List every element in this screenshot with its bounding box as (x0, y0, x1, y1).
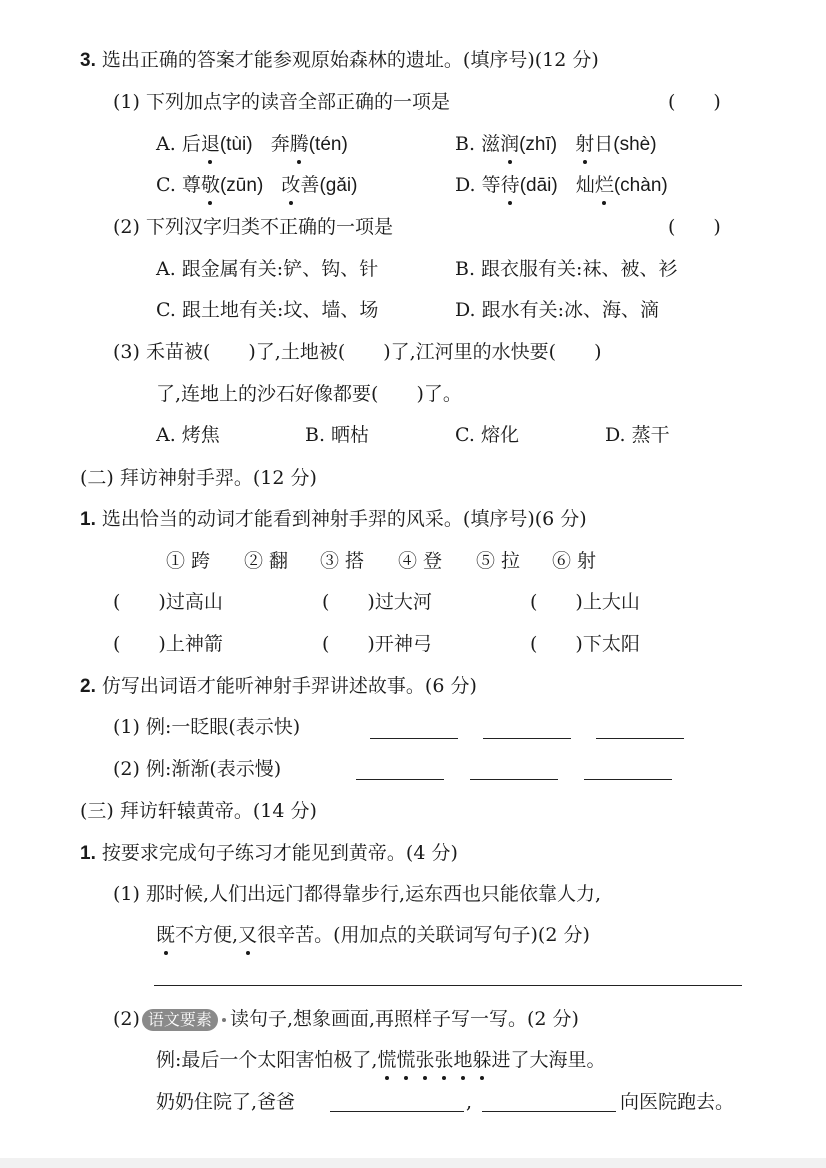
s3-p2-stem (113, 1006, 579, 1032)
dotted-char: 润 (500, 133, 520, 155)
q3-p1-option-a (156, 131, 348, 158)
badge-dot-icon (222, 1018, 226, 1022)
s2-q1-title (80, 506, 587, 533)
s3-p1-line1: (1) 那时候,人们出远门都得靠步行,运东西也只能依靠人力, (113, 883, 602, 905)
s2-q2-title (80, 673, 477, 700)
q3-p3-option-a: A. 烤焦 (156, 424, 220, 446)
q3-p1-answer-paren[interactable]: ( ) (668, 91, 721, 113)
option-label: D. (455, 174, 476, 196)
text: 很辛苦。(用加点的关联词写句子)(2 分) (257, 924, 590, 946)
s3-p2-task-comma: , (466, 1091, 473, 1113)
q3-p3-line1: (3) 禾苗被( )了,土地被( )了,江河里的水快要( ) (113, 341, 602, 363)
verb-option: ① 跨 (166, 550, 211, 572)
pinyin: (gǎi) (319, 175, 358, 196)
answer-blank[interactable] (483, 738, 571, 739)
q3-p2-option-a: A. 跟金属有关:铲、钩、针 (156, 258, 379, 280)
verb-fill-item[interactable]: ( )上神箭 (113, 633, 223, 655)
verb-option: ③ 搭 (320, 550, 365, 572)
dotted-char: 敬 (200, 174, 220, 196)
option-label: B. (455, 133, 476, 155)
answer-blank[interactable] (330, 1111, 464, 1112)
dotted-char: 慌 (377, 1049, 397, 1071)
answer-blank[interactable] (356, 779, 444, 780)
s3-p1-line2 (156, 922, 590, 948)
option-label: A. (156, 133, 176, 155)
pinyin: (zhī) (519, 134, 558, 155)
s2-q2-example-1: (1) 例:一眨眼(表示快) (113, 716, 301, 738)
pinyin: (tén) (308, 134, 348, 155)
dotted-char: 腾 (289, 133, 309, 155)
q3-p2-option-d: D. 跟水有关:冰、海、滴 (455, 299, 660, 321)
dotted-char: 张 (415, 1049, 435, 1071)
answer-blank[interactable] (482, 1111, 616, 1112)
q3-title (80, 47, 599, 74)
s3-q1-number: 1. (80, 843, 96, 864)
pinyin: (chàn) (613, 175, 668, 196)
section-3-title: (三) 拜访轩辕黄帝。(14 分) (80, 800, 317, 822)
char: 奔 (270, 133, 290, 155)
text: 不方便, (175, 924, 239, 946)
char: 后 (181, 133, 201, 155)
dotted-char: 慌 (396, 1049, 416, 1071)
dotted-char: 地 (453, 1049, 473, 1071)
answer-line[interactable] (154, 985, 742, 986)
q3-p1-stem: (1) 下列加点字的读音全部正确的一项是 (113, 91, 450, 113)
q3-p3-option-b: B. 晒枯 (305, 424, 370, 446)
q3-p3-option-d: D. 蒸干 (605, 424, 670, 446)
dotted-char: 射 (575, 133, 595, 155)
verb-option: ④ 登 (398, 550, 443, 572)
char: 善 (300, 174, 320, 196)
s3-p2-task-start: 奶奶住院了,爸爸 (156, 1091, 296, 1113)
s2-q2-example-2: (2) 例:渐渐(表示慢) (113, 758, 282, 780)
q3-p2-stem: (2) 下列汉字归类不正确的一项是 (113, 216, 393, 238)
dotted-char: 烂 (594, 174, 614, 196)
q3-p2-option-c: C. 跟土地有关:坟、墙、场 (156, 299, 379, 321)
dotted-char: 退 (200, 133, 220, 155)
q3-p2-option-b: B. 跟衣服有关:袜、被、衫 (455, 258, 678, 280)
verb-option: ② 翻 (244, 550, 289, 572)
dotted-char: 张 (434, 1049, 454, 1071)
q3-p3-line2: 了,连地上的沙石好像都要( )了。 (156, 383, 462, 405)
pinyin: (zūn) (219, 175, 264, 196)
char: 灿 (575, 174, 595, 196)
q3-p1-option-c (156, 172, 357, 199)
q3-p3-option-c: C. 熔化 (455, 424, 519, 446)
q3-p1-option-d (455, 172, 668, 199)
answer-blank[interactable] (584, 779, 672, 780)
s3-p2-number: (2) (113, 1008, 140, 1030)
page-bottom-edge (0, 1158, 826, 1168)
char: 等 (481, 174, 501, 196)
dotted-char: 躲 (472, 1049, 492, 1071)
s2-q2-text: 仿写出词语才能听神射手羿讲述故事。(6 分) (101, 675, 477, 697)
q3-p1-option-b (455, 131, 657, 158)
answer-blank[interactable] (470, 779, 558, 780)
s3-p2-example (156, 1047, 606, 1073)
s3-p2-task-end: 向医院跑去。 (620, 1091, 735, 1113)
s3-q1-text: 按要求完成句子练习才能见到黄帝。(4 分) (101, 842, 458, 864)
answer-blank[interactable] (596, 738, 684, 739)
pinyin: (dāi) (519, 175, 558, 196)
verb-option: ⑥ 射 (552, 550, 597, 572)
verb-fill-item[interactable]: ( )开神弓 (322, 633, 432, 655)
dotted-char: 既 (156, 924, 176, 946)
q3-number: 3. (80, 50, 96, 71)
verb-fill-item[interactable]: ( )过高山 (113, 591, 223, 613)
dotted-char: 又 (238, 924, 258, 946)
dotted-char: 待 (500, 174, 520, 196)
s2-q1-number: 1. (80, 509, 96, 530)
dotted-char: 改 (281, 174, 301, 196)
s3-p2-text: 读句子,想象画面,再照样子写一写。(2 分) (229, 1008, 579, 1030)
q3-p2-answer-paren[interactable]: ( ) (668, 216, 721, 238)
s2-q1-text: 选出恰当的动词才能看到神射手羿的风采。(填序号)(6 分) (101, 508, 587, 530)
section-2-title: (二) 拜访神射手羿。(12 分) (80, 467, 317, 489)
verb-fill-item[interactable]: ( )上大山 (530, 591, 640, 613)
char: 尊 (181, 174, 201, 196)
s2-q2-number: 2. (80, 676, 96, 697)
verb-fill-item[interactable]: ( )下太阳 (530, 633, 640, 655)
q3-title-text: 选出正确的答案才能参观原始森林的遗址。(填序号)(12 分) (101, 49, 599, 71)
answer-blank[interactable] (370, 738, 458, 739)
char: 日 (594, 133, 614, 155)
s3-q1-title (80, 840, 458, 867)
text: 进了大海里。 (491, 1049, 606, 1071)
text: 例:最后一个太阳害怕极了, (156, 1049, 378, 1071)
pinyin: (shè) (613, 134, 657, 155)
char: 滋 (481, 133, 501, 155)
pinyin: (tùi) (219, 134, 253, 155)
verb-fill-item[interactable]: ( )过大河 (322, 591, 432, 613)
option-label: C. (156, 174, 176, 196)
chinese-element-badge: 语文要素 (142, 1009, 218, 1031)
verb-option: ⑤ 拉 (476, 550, 521, 572)
